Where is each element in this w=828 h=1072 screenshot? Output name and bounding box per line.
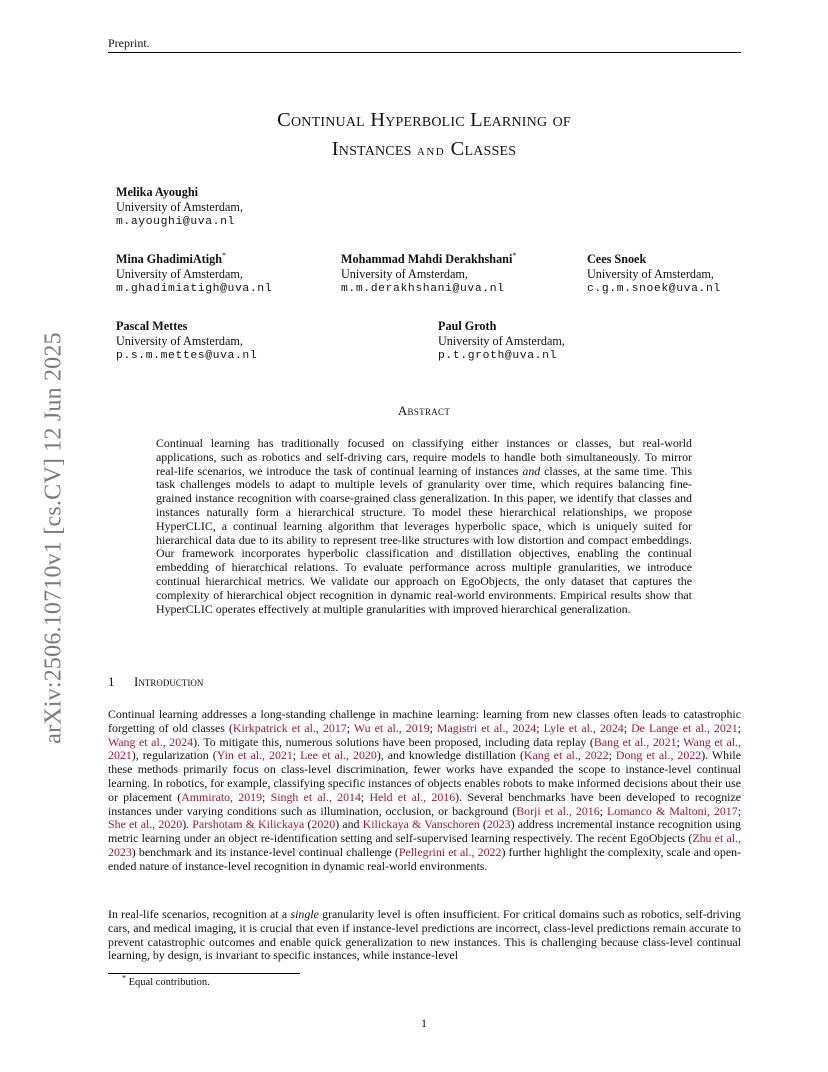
author-block <box>438 319 565 364</box>
author-email[interactable]: c.g.m.snoek@uva.nl <box>587 283 721 295</box>
abstract-part: Continual learning has traditionally focused on classifying either instances or classes, but real-world applications, such as robotics and self-driving cars, require models to handle both simultaneously. To mirror real-life scenarios, we introduce the task of continual learning of instances <box>156 436 692 478</box>
footnote-text: Equal contribution. <box>128 977 210 988</box>
title-word-instances: Instances <box>331 138 412 160</box>
equal-contribution-mark: * <box>512 250 517 260</box>
citation-link[interactable]: Lomanco & Maltoni, 2017 <box>607 803 738 818</box>
author-name: Paul Groth <box>438 319 497 333</box>
footnote-rule <box>108 973 300 974</box>
paragraph-text: ) benchmark and its instance-level continual challenge ( <box>131 844 399 859</box>
author-email[interactable]: m.ayoughi@uva.nl <box>116 216 235 228</box>
arxiv-identifier: arXiv:2506.10710v1 [cs.CV] 12 Jun 2025 <box>40 332 67 744</box>
author-name: Pascal Mettes <box>116 319 188 333</box>
author-name: Melika Ayoughi <box>116 185 199 199</box>
author-email[interactable]: m.m.derakhshani@uva.nl <box>341 283 505 295</box>
title-word-classes: Classes <box>450 138 517 160</box>
section-title: Introduction <box>134 674 204 689</box>
title-line-2 <box>0 135 828 166</box>
citation-link[interactable]: Lyle et al., 2024 <box>543 720 624 735</box>
paper-title <box>0 106 828 166</box>
author-affiliation: University of Amsterdam, <box>587 267 714 281</box>
section-number: 1 <box>108 674 115 689</box>
paragraph-text: ; <box>360 789 370 804</box>
title-word-and: and <box>416 143 446 159</box>
citation-link[interactable]: De Lange et al., 2021 <box>631 720 738 735</box>
paragraph-text: ; <box>536 720 544 735</box>
paragraph-text: ). To mitigate this, numerous solutions have been proposed, including data replay ( <box>193 734 594 749</box>
intro-paragraph-2 <box>108 908 741 963</box>
paragraph-text: ; <box>623 720 632 735</box>
header-rule <box>108 52 741 53</box>
title-line-1: Continual Hyperbolic Learning of <box>277 109 571 131</box>
citation-link[interactable]: Ammirato, 2019 <box>181 789 263 804</box>
citation-link[interactable]: Dong et al., 2022 <box>615 748 702 763</box>
section-heading <box>108 674 203 690</box>
citation-link[interactable]: Zhu et al., 2023 <box>108 831 741 859</box>
citation-link[interactable]: 2023 <box>486 817 511 832</box>
author-name: Mohammad Mahdi Derakhshani <box>341 252 513 266</box>
author-block <box>116 319 257 364</box>
paragraph-text: ) further highlight the complexity, scale and open-ended nature of instance-level recognition in dynamic real-world environments. <box>108 844 741 873</box>
author-affiliation: University of Amsterdam, <box>341 267 468 281</box>
author-affiliation: University of Amsterdam, <box>116 267 243 281</box>
paragraph-text: ; <box>737 720 741 735</box>
author-block <box>341 252 516 297</box>
paragraph-part: In real-life scenarios, recognition at a <box>108 907 291 921</box>
citation-link[interactable]: Wang et al., 2021 <box>108 734 741 763</box>
author-block <box>116 185 243 230</box>
citation-link[interactable]: Magistri et al., 2024 <box>436 720 537 735</box>
citation-link[interactable]: 2020 <box>311 817 336 832</box>
author-affiliation: University of Amsterdam, <box>116 334 243 348</box>
citation-link[interactable]: Parshotam & Kilickaya <box>192 817 305 832</box>
citation-link[interactable]: Held et al., 2016 <box>369 789 456 804</box>
citation-link[interactable]: Kirkpatrick et al., 2017 <box>232 720 347 735</box>
paragraph-text: ; <box>608 748 616 763</box>
abstract-heading: Abstract <box>397 403 451 418</box>
paragraph-text: ). <box>182 817 193 832</box>
author-affiliation: University of Amsterdam, <box>116 200 243 214</box>
citation-link[interactable]: Singh et al., 2014 <box>270 789 361 804</box>
page-number: 1 <box>421 1016 427 1030</box>
equal-contribution-mark: * <box>221 250 226 260</box>
paragraph-text: ) and <box>335 817 363 832</box>
citation-link[interactable]: Yin et al., 2021 <box>216 748 293 763</box>
paragraph-text: ). While these methods primarily focus on class-level discrimination, fewer works have expanded the scope to instance-level continual learning. In robotics, for example, classifying specific instances of objects enables robots to make informed decisions about their use or placement ( <box>108 748 741 804</box>
citation-link[interactable]: Kilickaya & Vanschoren <box>362 817 480 832</box>
paragraph-text: ; <box>429 720 437 735</box>
citation-link[interactable]: Bang et al., 2021 <box>593 734 677 749</box>
paragraph-text: ; <box>599 803 608 818</box>
paragraph-text: ; <box>262 789 271 804</box>
paragraph-text: ; <box>737 803 741 818</box>
paragraph-text: Continual learning addresses a long-standing challenge in machine learning: learning from new classes often leads to catastrophic forgetting of old classes ( <box>108 707 741 735</box>
author-name: Mina GhadimiAtigh <box>116 252 222 266</box>
paragraph-text: ( <box>304 817 312 832</box>
paragraph-text: ; <box>292 748 301 763</box>
author-email[interactable]: p.s.m.mettes@uva.nl <box>116 350 258 362</box>
intro-paragraph-1 <box>108 708 741 874</box>
abstract-text <box>156 437 692 616</box>
paragraph-emphasis: single <box>290 907 319 921</box>
paragraph-text: ), and knowledge distillation ( <box>376 748 524 763</box>
author-affiliation: University of Amsterdam, <box>438 334 565 348</box>
citation-link[interactable]: Pellegrini et al., 2022 <box>398 844 502 859</box>
footnote <box>122 973 210 988</box>
abstract-part: classes, at the same time. This task challenges models to adapt to multiple levels of granularity over time, which requires balancing fine-grained instance recognition with coarse-grained class generalization. In this paper, we identify that classes and instances naturally form a hierarchical structure. To model these hierarchical relationships, we propose HyperCLIC, a continual learning algorithm that leverages hyperbolic space, which is uniquely suited for hierarchical data due to its ability to represent tree-like structures with low distortion and compact embeddings. Our framework incorporates hyperbolic classification and distillation objectives, enabling the continual embedding of hierarchical relations. To evaluate performance across multiple granularities, we introduce continual hierarchical metrics. We validate our approach on EgoObjects, the only dataset that captures the complexity of hierarchical object recognition in dynamic real-world environments. Empirical results show that HyperCLIC operates effectively at multiple granularities with improved hierarchical generalization. <box>156 463 692 616</box>
citation-link[interactable]: Lee et al., 2020 <box>300 748 377 763</box>
citation-link[interactable]: She et al., 2020 <box>108 817 183 832</box>
paragraph-text: ), regularization ( <box>131 748 217 763</box>
author-email[interactable]: m.ghadimiatigh@uva.nl <box>116 283 273 295</box>
author-block <box>587 252 721 297</box>
author-email[interactable]: p.t.groth@uva.nl <box>438 350 557 362</box>
paragraph-text: ; <box>346 720 354 735</box>
footnote-mark: * <box>122 973 126 983</box>
citation-link[interactable]: Borji et al., 2016 <box>516 803 600 818</box>
author-block <box>116 252 272 297</box>
author-name: Cees Snoek <box>587 252 647 266</box>
paragraph-text: ) address incremental instance recognition using metric learning under an object re-identification setting and self-supervised learning respectively. The recent EgoObjects ( <box>108 817 741 846</box>
paragraph-text: ; <box>676 734 684 749</box>
paragraph-text: ( <box>479 817 487 832</box>
citation-link[interactable]: Wang et al., 2024 <box>108 734 194 749</box>
abstract-emphasis: and <box>522 463 541 478</box>
running-header: Preprint. <box>108 36 150 50</box>
citation-link[interactable]: Wu et al., 2019 <box>353 720 430 735</box>
paragraph-part: granularity level is often insufficient. For critical domains such as robotics, self-driving cars, and medical imaging, it is crucial that even if instance-level predictions are incorrect, class-level predictions remain accurate to prevent catastrophic outcomes and enable quick generalization to new instances. This is challenging because class-level continual learning, by design, is invariant to specific instances, while instance-level <box>108 907 742 963</box>
paragraph-text: ). Several benchmarks have been developed to recognize instances under varying conditions such as illumination, occlusion, or background ( <box>108 789 742 818</box>
citation-link[interactable]: Kang et al., 2022 <box>523 748 609 763</box>
